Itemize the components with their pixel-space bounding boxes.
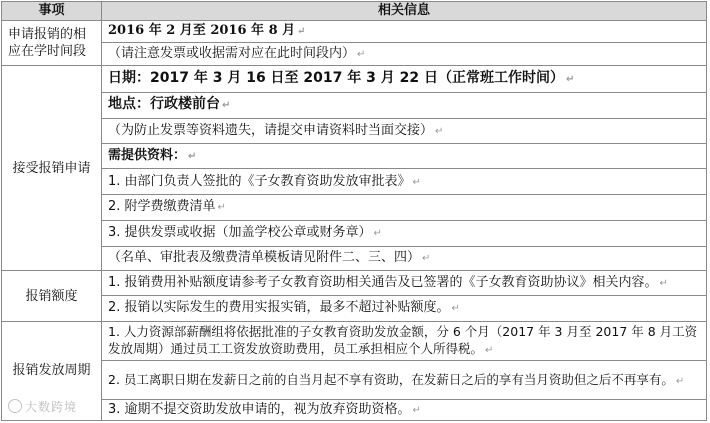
table-row: [2, 400, 707, 421]
table-row: [2, 92, 707, 118]
amount-item1: 1. 报销费用补贴额度请参考子女教育资助相关通告及已签署的《子女教育资助协议》相关内容。 ↵: [102, 271, 707, 296]
info-table: [1, 1, 707, 421]
table-row: [2, 144, 707, 169]
accept-place-note: （为防止发票等资料遗失，请提交申请资料时当面交接） ↵: [102, 118, 707, 144]
cycle-item3: 3. 逾期不提交资助发放申请的，视为放弃资助资格。 ↵: [102, 400, 707, 421]
materials-title: 需提供资料： ↵: [102, 144, 707, 169]
table-row: [2, 296, 707, 322]
header-item: 事项: [2, 2, 102, 21]
row-label-amount: 报销额度: [2, 271, 102, 322]
table-row: [2, 246, 707, 271]
materials-item2: 2. 附学费缴费清单 ↵: [102, 194, 707, 220]
table-row: [2, 43, 707, 66]
materials-note: （名单、审批表及缴费清单模板请见附件二、三、四） ↵: [102, 246, 707, 271]
table-row: [2, 118, 707, 144]
table-row: [2, 65, 707, 92]
table-row: [2, 321, 707, 360]
table-row: [2, 220, 707, 246]
table-row: [2, 361, 707, 400]
row-label-cycle: 报销发放周期: [2, 321, 102, 420]
table-header-row: [2, 2, 707, 21]
watermark-logo-icon: [8, 399, 22, 413]
cycle-item1: 1. 人力资源部薪酬组将依据批准的子女教育资助发放金额，分 6 个月（2017 年 3 月至 2017 年 8 月工资发放周期）通过员工工资发放资助费用，员工承担相应个人所得税。 ↵: [102, 321, 707, 360]
accept-place: 地点：行政楼前台 ↵: [102, 92, 707, 118]
materials-item3: 3. 提供发票或收据（加盖学校公章或财务章） ↵: [102, 220, 707, 246]
table-row: [2, 20, 707, 43]
period-line2: （请注意发票或收据需对应在此时间段内） ↵: [102, 43, 707, 66]
accept-date: 日期：2017 年 3 月 16 日至 2017 年 3 月 22 日（正常班工作时间） ↵: [102, 65, 707, 92]
table-row: [2, 271, 707, 296]
watermark: 大数跨境: [8, 398, 77, 415]
row-label-accept: 接受报销申请: [2, 65, 102, 270]
materials-item1: 1. 由部门负责人签批的《子女教育资助发放审批表》 ↵: [102, 169, 707, 195]
amount-item2: 2. 报销以实际发生的费用实报实销，最多不超过补贴额度。 ↵: [102, 296, 707, 322]
cycle-item2: 2. 员工离职日期在发薪日之前的自当月起不享有资助，在发薪日之后的享有当月资助但之后不再享有。 ↵: [102, 361, 707, 400]
header-info: 相关信息: [102, 2, 707, 21]
row-label-period: 申请报销的相应在学时间段: [2, 20, 102, 65]
period-line1: 2016 年 2 月至 2016 年 8 月 ↵: [102, 20, 707, 43]
table-row: [2, 169, 707, 195]
table-row: [2, 194, 707, 220]
